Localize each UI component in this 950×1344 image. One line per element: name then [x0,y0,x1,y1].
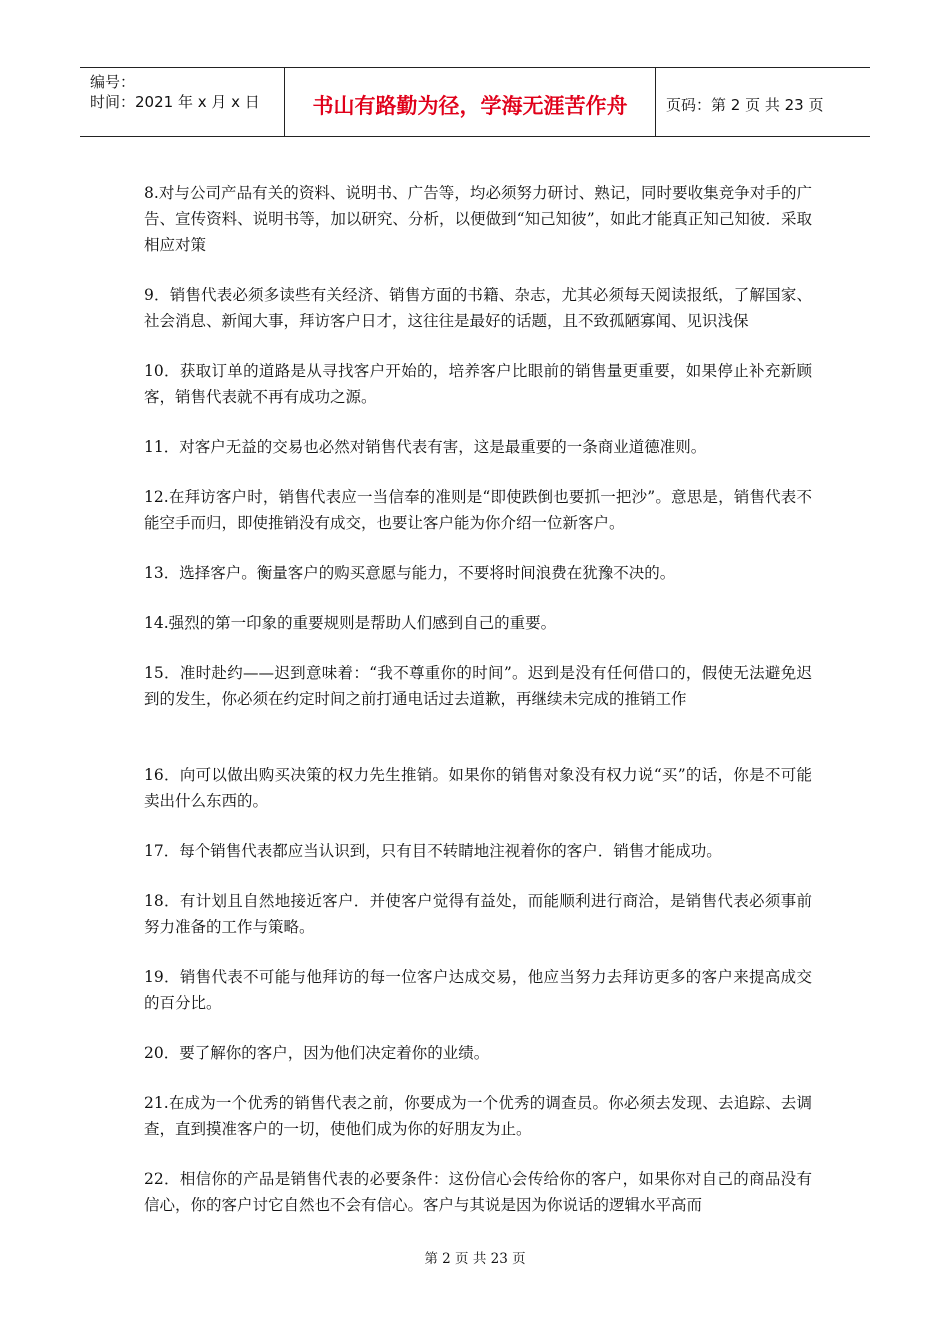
paragraph-8: 8.对与公司产品有关的资料、说明书、广告等，均必须努力研讨、熟记，同时要收集竞争对手的广告、宣传资料、说明书等，加以研究、分析，以便做到“知己知彼”，如此才能真正知己知彼．采取相应对策 [144,184,812,254]
document-date: 时间：2021 年 x 月 x 日 [90,93,260,111]
page-footer: 第 2 页 共 23 页 [424,1251,526,1267]
paragraph-12: 12.在拜访客户时，销售代表应一当信奉的准则是“即使跌倒也要抓一把沙”。意思是，销售代表不能空手而归，即使推销没有成交，也要让客户能为你介绍一位新客户。 [144,488,812,532]
paragraph-21: 21.在成为一个优秀的销售代表之前，你要成为一个优秀的调查员。你必须去发现、去追踪、去调查，直到摸准客户的一切，使他们成为你的好朋友为止。 [144,1094,812,1138]
paragraph-11: 11．对客户无益的交易也必然对销售代表有害，这是最重要的一条商业道德准则。 [144,438,707,456]
paragraph-20: 20．要了解你的客户，因为他们决定着你的业绩。 [144,1044,490,1062]
paragraph-16: 16．向可以做出购买决策的权力先生推销。如果你的销售对象没有权力说“买”的话，你是不可能卖出什么东西的。 [144,766,812,810]
document-body [144,180,812,1218]
header-meta [80,68,284,136]
document-number-label: 编号： [90,73,136,91]
paragraph-19: 19．销售代表不可能与他拜访的每一位客户达成交易，他应当努力去拜访更多的客户来提高成交的百分比。 [144,968,812,1012]
paragraph-10: 10．获取订单的道路是从寻找客户开始的，培养客户比眼前的销售量更重要，如果停止补充新顾客，销售代表就不再有成功之源。 [144,362,812,406]
page-header [80,67,870,137]
paragraph-18: 18．有计划且自然地接近客户．并使客户觉得有益处，而能顺利进行商洽，是销售代表必须事前努力准备的工作与策略。 [144,892,812,936]
header-page-info: 页码：第 2 页 共 23 页 [666,96,824,114]
paragraph-22: 22．相信你的产品是销售代表的必要条件：这份信心会传给你的客户，如果你对自己的商品没有信心，你的客户讨它自然也不会有信心。客户与其说是因为你说话的逻辑水平高而 [144,1170,812,1214]
paragraph-17: 17．每个销售代表都应当认识到，只有目不转睛地注视着你的客户．销售才能成功。 [144,842,722,860]
paragraph-9: 9．销售代表必须多读些有关经济、销售方面的书籍、杂志，尤其必须每天阅读报纸，了解国家、社会消息、新闻大事，拜访客户日才，这往往是最好的话题，且不致孤陋寡闻、见识浅保 [144,286,812,330]
header-motto: 书山有路勤为径，学海无涯苦作舟 [284,68,656,136]
paragraph-15: 15．准时赴约——迟到意味着：“我不尊重你的时间”。迟到是没有任何借口的，假使无法避免迟到的发生，你必须在约定时间之前打通电话过去道歉，再继续未完成的推销工作 [144,664,812,708]
paragraph-13: 13．选择客户。衡量客户的购买意愿与能力，不要将时间浪费在犹豫不决的。 [144,564,676,582]
paragraph-14: 14.强烈的第一印象的重要规则是帮助人们感到自己的重要。 [144,614,557,632]
